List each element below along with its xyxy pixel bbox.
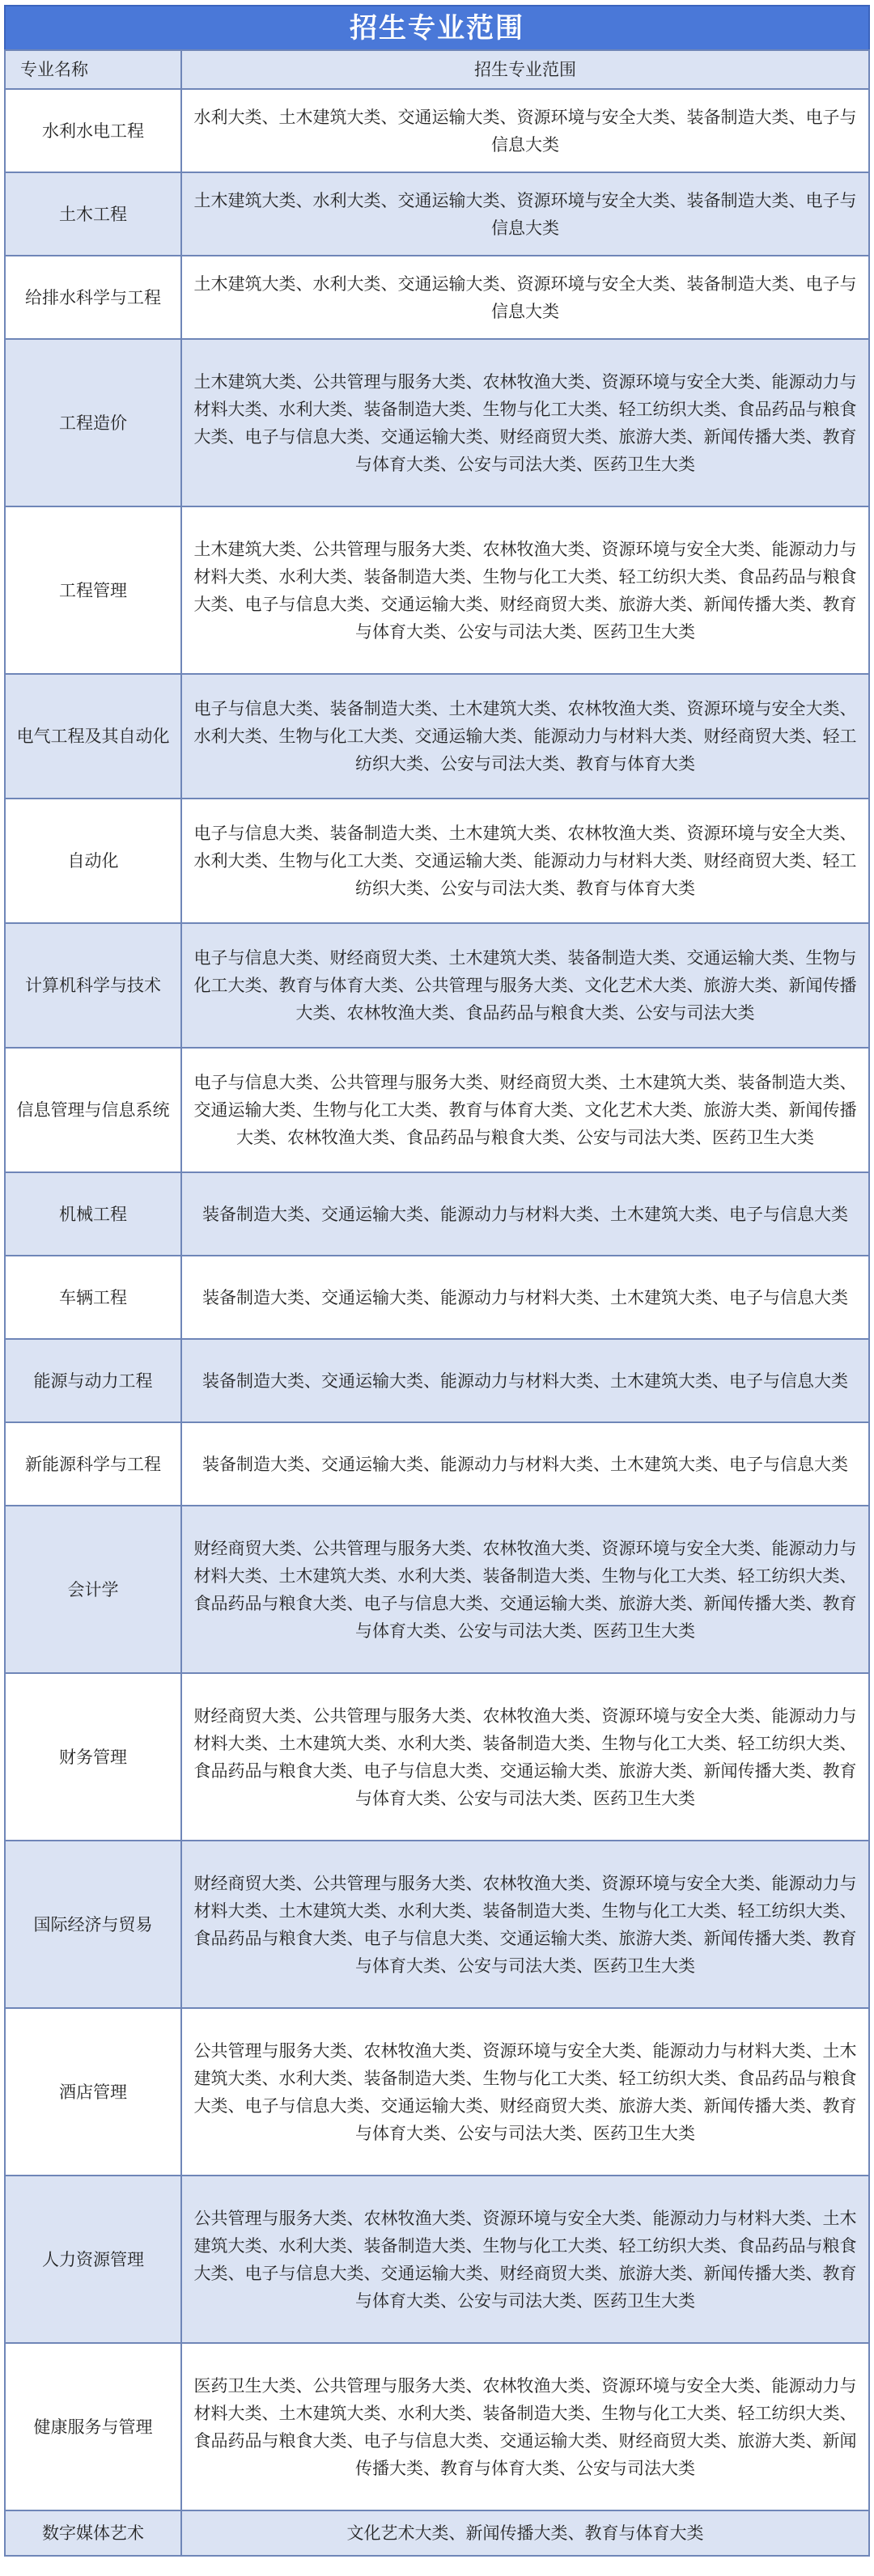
- table-row: [5, 89, 869, 172]
- major-name-cell: 工程管理: [5, 506, 181, 674]
- table-row: [5, 1422, 869, 1506]
- table-title: 招生专业范围: [4, 5, 870, 49]
- admission-scope-cell: 电子与信息大类、公共管理与服务大类、财经商贸大类、土木建筑大类、装备制造大类、交通运输大类、生物与化工大类、教育与体育大类、文化艺术大类、旅游大类、新闻传播大类、农林牧渔大类、食品药品与粮食大类、公安与司法大类、医药卫生大类: [181, 1048, 869, 1172]
- admission-scope-cell: 财经商贸大类、公共管理与服务大类、农林牧渔大类、资源环境与安全大类、能源动力与材料大类、土木建筑大类、水利大类、装备制造大类、生物与化工大类、轻工纺织大类、食品药品与粮食大类、电子与信息大类、交通运输大类、旅游大类、新闻传播大类、教育与体育大类、公安与司法大类、医药卫生大类: [181, 1506, 869, 1673]
- admissions-table: [4, 49, 870, 2557]
- table-row: [5, 799, 869, 923]
- major-name-cell: 信息管理与信息系统: [5, 1048, 181, 1172]
- table-row: [5, 1841, 869, 2008]
- admission-scope-cell: 电子与信息大类、装备制造大类、土木建筑大类、农林牧渔大类、资源环境与安全大类、水利大类、生物与化工大类、交通运输大类、能源动力与材料大类、财经商贸大类、轻工纺织大类、公安与司法大类、教育与体育大类: [181, 799, 869, 923]
- table-row: [5, 2343, 869, 2510]
- admission-scope-cell: 装备制造大类、交通运输大类、能源动力与材料大类、土木建筑大类、电子与信息大类: [181, 1422, 869, 1506]
- admission-scope-cell: 财经商贸大类、公共管理与服务大类、农林牧渔大类、资源环境与安全大类、能源动力与材料大类、土木建筑大类、水利大类、装备制造大类、生物与化工大类、轻工纺织大类、食品药品与粮食大类、电子与信息大类、交通运输大类、旅游大类、新闻传播大类、教育与体育大类、公安与司法大类、医药卫生大类: [181, 1841, 869, 2008]
- major-name-cell: 人力资源管理: [5, 2176, 181, 2343]
- admission-scope-cell: 电子与信息大类、装备制造大类、土木建筑大类、农林牧渔大类、资源环境与安全大类、水利大类、生物与化工大类、交通运输大类、能源动力与材料大类、财经商贸大类、轻工纺织大类、公安与司法大类、教育与体育大类: [181, 674, 869, 799]
- major-name-cell: 水利水电工程: [5, 89, 181, 172]
- header-major-name: 专业名称: [5, 50, 181, 89]
- admission-scope-cell: 公共管理与服务大类、农林牧渔大类、资源环境与安全大类、能源动力与材料大类、土木建筑大类、水利大类、装备制造大类、生物与化工大类、轻工纺织大类、食品药品与粮食大类、电子与信息大类、交通运输大类、财经商贸大类、旅游大类、新闻传播大类、教育与体育大类、公安与司法大类、医药卫生大类: [181, 2176, 869, 2343]
- admission-scope-cell: 装备制造大类、交通运输大类、能源动力与材料大类、土木建筑大类、电子与信息大类: [181, 1339, 869, 1422]
- major-name-cell: 新能源科学与工程: [5, 1422, 181, 1506]
- header-admission-scope: 招生专业范围: [181, 50, 869, 89]
- major-name-cell: 国际经济与贸易: [5, 1841, 181, 2008]
- table-row: [5, 256, 869, 339]
- table-row: [5, 1506, 869, 1673]
- table-row: [5, 1339, 869, 1422]
- admission-scope-cell: 土木建筑大类、公共管理与服务大类、农林牧渔大类、资源环境与安全大类、能源动力与材料大类、水利大类、装备制造大类、生物与化工大类、轻工纺织大类、食品药品与粮食大类、电子与信息大类、交通运输大类、财经商贸大类、旅游大类、新闻传播大类、教育与体育大类、公安与司法大类、医药卫生大类: [181, 339, 869, 506]
- major-name-cell: 会计学: [5, 1506, 181, 1673]
- admission-scope-cell: 医药卫生大类、公共管理与服务大类、农林牧渔大类、资源环境与安全大类、能源动力与材料大类、土木建筑大类、水利大类、装备制造大类、生物与化工大类、轻工纺织大类、食品药品与粮食大类、电子与信息大类、交通运输大类、财经商贸大类、旅游大类、新闻传播大类、教育与体育大类、公安与司法大类: [181, 2343, 869, 2510]
- admission-scope-cell: 土木建筑大类、公共管理与服务大类、农林牧渔大类、资源环境与安全大类、能源动力与材料大类、水利大类、装备制造大类、生物与化工大类、轻工纺织大类、食品药品与粮食大类、电子与信息大类、交通运输大类、财经商贸大类、旅游大类、新闻传播大类、教育与体育大类、公安与司法大类、医药卫生大类: [181, 506, 869, 674]
- major-name-cell: 酒店管理: [5, 2008, 181, 2176]
- admission-scope-cell: 财经商贸大类、公共管理与服务大类、农林牧渔大类、资源环境与安全大类、能源动力与材料大类、土木建筑大类、水利大类、装备制造大类、生物与化工大类、轻工纺织大类、食品药品与粮食大类、电子与信息大类、交通运输大类、旅游大类、新闻传播大类、教育与体育大类、公安与司法大类、医药卫生大类: [181, 1673, 869, 1841]
- major-name-cell: 土木工程: [5, 172, 181, 256]
- table-row: [5, 674, 869, 799]
- table-row: [5, 172, 869, 256]
- table-row: [5, 339, 869, 506]
- major-name-cell: 机械工程: [5, 1172, 181, 1256]
- major-name-cell: 给排水科学与工程: [5, 256, 181, 339]
- admission-scope-cell: 土木建筑大类、水利大类、交通运输大类、资源环境与安全大类、装备制造大类、电子与信息大类: [181, 172, 869, 256]
- admission-scope-cell: 电子与信息大类、财经商贸大类、土木建筑大类、装备制造大类、交通运输大类、生物与化工大类、教育与体育大类、公共管理与服务大类、文化艺术大类、旅游大类、新闻传播大类、农林牧渔大类、食品药品与粮食大类、公安与司法大类: [181, 923, 869, 1048]
- table-row: [5, 1048, 869, 1172]
- major-name-cell: 财务管理: [5, 1673, 181, 1841]
- major-name-cell: 数字媒体艺术: [5, 2510, 181, 2556]
- table-row: [5, 1256, 869, 1339]
- admission-scope-cell: 文化艺术大类、新闻传播大类、教育与体育大类: [181, 2510, 869, 2556]
- admission-scope-cell: 公共管理与服务大类、农林牧渔大类、资源环境与安全大类、能源动力与材料大类、土木建筑大类、水利大类、装备制造大类、生物与化工大类、轻工纺织大类、食品药品与粮食大类、电子与信息大类、交通运输大类、财经商贸大类、旅游大类、新闻传播大类、教育与体育大类、公安与司法大类、医药卫生大类: [181, 2008, 869, 2176]
- admission-scope-cell: 装备制造大类、交通运输大类、能源动力与材料大类、土木建筑大类、电子与信息大类: [181, 1256, 869, 1339]
- admission-scope-cell: 土木建筑大类、水利大类、交通运输大类、资源环境与安全大类、装备制造大类、电子与信息大类: [181, 256, 869, 339]
- major-name-cell: 能源与动力工程: [5, 1339, 181, 1422]
- admission-scope-cell: 装备制造大类、交通运输大类、能源动力与材料大类、土木建筑大类、电子与信息大类: [181, 1172, 869, 1256]
- major-name-cell: 电气工程及其自动化: [5, 674, 181, 799]
- table-row: [5, 2510, 869, 2556]
- table-row: [5, 2176, 869, 2343]
- table-row: [5, 506, 869, 674]
- table-row: [5, 923, 869, 1048]
- major-name-cell: 自动化: [5, 799, 181, 923]
- major-name-cell: 工程造价: [5, 339, 181, 506]
- major-name-cell: 计算机科学与技术: [5, 923, 181, 1048]
- major-name-cell: 车辆工程: [5, 1256, 181, 1339]
- table-row: [5, 1172, 869, 1256]
- major-name-cell: 健康服务与管理: [5, 2343, 181, 2510]
- table-row: [5, 2008, 869, 2176]
- table-header-row: [5, 50, 869, 89]
- admissions-table-container: [4, 5, 870, 2557]
- table-row: [5, 1673, 869, 1841]
- admission-scope-cell: 水利大类、土木建筑大类、交通运输大类、资源环境与安全大类、装备制造大类、电子与信息大类: [181, 89, 869, 172]
